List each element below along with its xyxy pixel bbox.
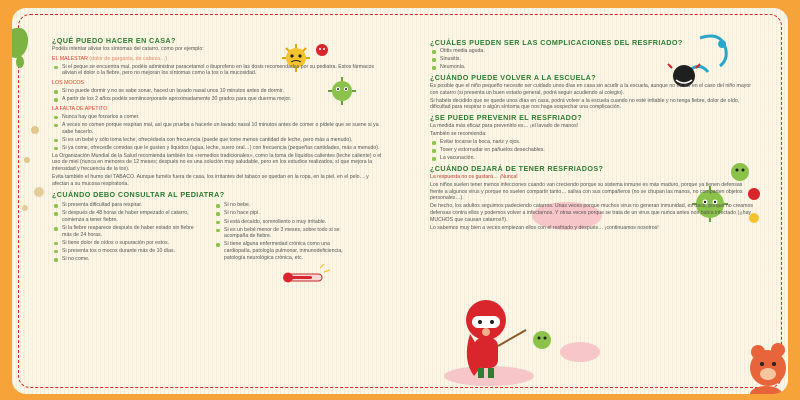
- prevenir-list: [430, 139, 670, 162]
- malestar-note: (dolor de garganta, de cabeza…): [89, 55, 168, 62]
- small-virus-icon: [522, 324, 562, 354]
- list-item: Otitis media aguda.: [430, 48, 754, 55]
- list-item: Si ya come, ofrecedle comidas que le gusten y líquidos (agua, leche, suero oral…) con frecuencia (pequeñas cantidades, más a menudo).: [52, 145, 382, 152]
- consult-two-columns: [52, 200, 382, 265]
- apetito-list: [52, 114, 382, 151]
- list-item: Si no bebe.: [214, 202, 354, 209]
- malestar-title: EL MALESTAR: [52, 55, 88, 62]
- dejara-paragraph-4: Lo sabemos muy bien a veces empiezan ellos con el resfriado y después… ¡continuamos nosotros!: [430, 224, 659, 231]
- list-item: Si tiene alguna enfermedad crónica como una cardiopatía, patología pulmonar, inmunodeficiencia, patología neurológica crónica, etc.: [214, 241, 354, 261]
- virus-particles-icon: [17, 120, 51, 216]
- heading-que-hacer: ¿QUÉ PUEDO HACER EN CASA?: [52, 36, 176, 45]
- list-item: Si tiene dolor de oídos o supuración por estos.: [52, 240, 202, 247]
- list-item: Si presenta dificultad para respirar.: [52, 202, 202, 209]
- malestar-list: [52, 64, 382, 77]
- list-item: La vacunación.: [430, 155, 670, 162]
- list-item: Si no hace pipí.: [214, 210, 354, 217]
- list-item: Si presenta tos o mocos durante más de 10 días.: [52, 248, 202, 255]
- heading-volver-escuela: ¿CUÁNDO PUEDE VOLVER A LA ESCUELA?: [430, 72, 597, 82]
- consult-list-a: [52, 201, 202, 264]
- list-item: Toser y estornudar en pañuelos desechables.: [430, 147, 670, 154]
- right-column: [430, 38, 754, 233]
- heading-prevenir: ¿SE PUEDE PREVENIR EL RESFRIADO?: [430, 112, 583, 122]
- list-item: Si la fiebre reaparece después de haber estado sin fiebre más de 24 horas.: [52, 225, 202, 238]
- subheading-mocos: LOS MOCOS: [52, 79, 85, 86]
- thermometer-icon: [280, 262, 332, 292]
- prevenir-paragraph-2: También se recomienda:: [430, 131, 487, 138]
- intro-text: Podéis intentar aliviar los síntomas del catarro, como por ejemplo:: [52, 46, 204, 53]
- list-item: A veces no comen porque respiran mal, así que prueba a hacerle un lavado nasal 10 minutos antes de comer o pídele que se suene si ya sabe hacerlo.: [52, 122, 382, 135]
- list-item: Si no come.: [52, 256, 202, 263]
- list-item: Sinusitis.: [430, 56, 754, 63]
- list-item: Evitar tocarse la boca, nariz y ojos.: [430, 139, 670, 146]
- escuela-paragraph-2: Si habéis decidido que se quede unos días en casa, podrá volver a la escuela cuando no esté irritable y no tenga fiebre, dolor de oído, dificultad para respirar o algún síntoma que nos haga sospechar una complicación.: [430, 97, 740, 111]
- escuela-paragraph-1: Es posible que el niño pequeño necesite ser cuidado unos días en casa sin acudir a la escuela, aunque no es así en el caso del niño mayor con catarro (si presenta un buen estado general, podrá seguir acudiendo al colegio).: [430, 82, 751, 96]
- list-item: Nunca hay que forzarlos a comer.: [52, 114, 382, 121]
- list-item: Neumonía.: [430, 64, 754, 71]
- list-item: Si es un bebé y sólo toma leche, ofrecédsela con frecuencia (puede que tome menos cantidad de leche, pero más a menudo).: [52, 137, 382, 144]
- subheading-apetito: LA FALTA DE APETITO: [52, 105, 108, 112]
- consult-list-b: [214, 201, 354, 264]
- tabaco-paragraph: Evita también el humo del TABACO. Aunque fuméis fuera de casa, los irritantes del tabaco se quedan en la ropa, en la piel, en el pelo… y afectan a su mucosa respiratoria.: [52, 174, 369, 187]
- dejara-paragraph-2: Los niños suelen tener menos infecciones cuando van creciendo porque su sistema inmune es más maduro, porque ya tienen defensas frente a algunos virus y porque no suelen compartir tanto… saliva con sus compañeros (no se chupan las manos, no comparten objetos personales…).: [430, 182, 743, 202]
- heading-consultar-pediatra: ¿CUÁNDO DEBO CONSULTAR AL PEDIATRA?: [52, 190, 225, 200]
- teddy-bear-icon: [740, 342, 788, 394]
- superhero-kid-illustration: [452, 290, 532, 386]
- green-drop-decoration: [16, 56, 24, 68]
- list-item: Si después de 48 horas de haber empezado el catarro, comienza a tener fiebre.: [52, 210, 202, 223]
- mocos-list: [52, 88, 382, 103]
- pink-cloud-decoration-small: [560, 342, 600, 362]
- subheading-malestar: [52, 56, 382, 63]
- heading-complicaciones: ¿CUÁLES PUEDEN SER LAS COMPLICACIONES DEL RESFRIADO?: [430, 38, 683, 47]
- dejara-paragraph-1: La respuesta no os gustará… ¡Nunca!: [430, 174, 518, 180]
- leaflet-page: [12, 8, 788, 394]
- list-item: Si es un bebé menor de 3 meses, sobre todo si se acompaña de fiebre.: [214, 227, 354, 240]
- list-item: Si no puede dormir y no se sabe sonar, haced un lavado nasal unos 10 minutos antes de dormir.: [52, 88, 382, 95]
- list-item: Si el peque se encuentra mal, podéis administrar paracetamol o ibuprofeno en las dosis recomendadas por su pediatra. Estos fármacos alivian el dolor o la fiebre, pero no mejoran los síntomas como la tos o la mucosidad.: [52, 64, 382, 77]
- complicaciones-list: [430, 48, 754, 71]
- prevenir-paragraph-1: La medida más eficaz para prevenirlo es… ¡el lavado de manos!: [430, 122, 579, 129]
- oms-paragraph: La Organización Mundial de la Salud recomienda también los «remedios tradicionales», como la toma de líquidos calientes (leche caliente) o el uso de miel (nunca en menores de 12 meses; después no es una solución muy saludable, pero en los estudios realizados, sí que mejora la intensidad y frecuencia de la tos).: [52, 152, 382, 172]
- heading-dejara-resfriados: ¿CUÁNDO DEJARÁ DE TENER RESFRIADOS?: [430, 163, 604, 173]
- left-column: [52, 36, 382, 265]
- list-item: Si está decaído, somnoliento o muy irritable.: [214, 219, 354, 226]
- dejara-paragraph-3: De hecho, los adultos seguimos padeciendo catarros. Unas veces porque muchos virus no generan inmunidad, es decir, porque no creamos defensas contra ellos y podemos volver a infectarnos. Y otras veces porque se trata de un virus que nunca antes nos había infectado (¡¡hay MUCHOS que causan catarros!!).: [430, 203, 753, 223]
- list-item: A partir de los 2 años podéis semiincorporarle aproximadamente 30 grados para que duerma mejor.: [52, 96, 382, 103]
